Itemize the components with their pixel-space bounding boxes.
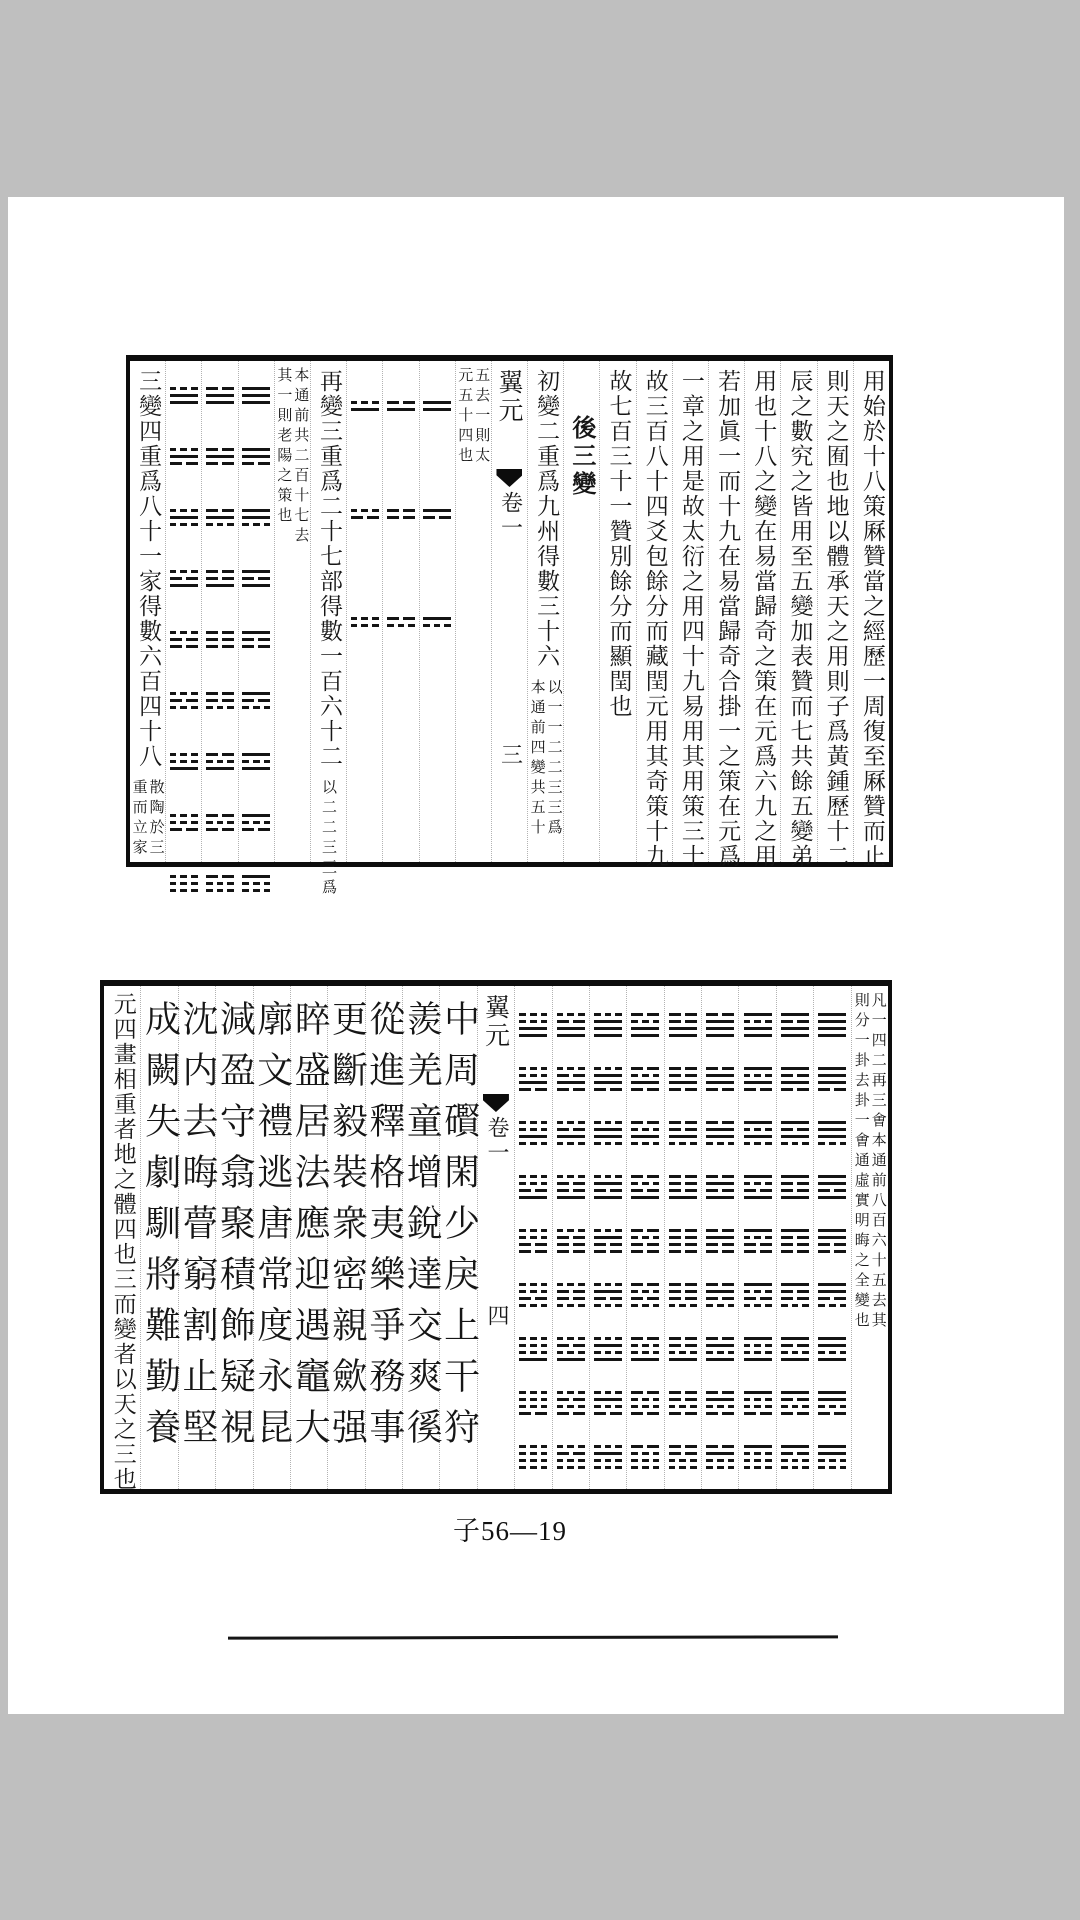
- taixuan-figure-123: [242, 692, 270, 709]
- taixuan-figure-1332: [744, 1391, 772, 1415]
- tetragram-names: 廓文禮逃唐常度永昆: [251, 1000, 293, 1459]
- taixuan-figure-12: [423, 509, 451, 519]
- taixuan-figure-3331: [519, 1337, 547, 1361]
- note-column-text: [854, 986, 886, 1332]
- taixuan-figure-2311: [631, 1013, 659, 1037]
- taixuan-figure-3213: [557, 1121, 585, 1145]
- taixuan-figure-3222: [557, 1229, 585, 1253]
- text-column: [673, 361, 709, 869]
- taixuan-figure-3112: [594, 1067, 622, 1091]
- interlinear-note-right: 散陶於三: [147, 779, 166, 859]
- taixuan-figure-3312: [519, 1067, 547, 1091]
- taixuan-figure-122: [242, 631, 270, 648]
- figure-column: [383, 361, 419, 862]
- taixuan-figure-22: [387, 509, 415, 519]
- taixuan-figure-2221: [669, 1175, 697, 1199]
- note-column-text-right: 凡一四二再三㑹本通前八百六十五去其: [869, 992, 888, 1332]
- figure-column: [739, 986, 776, 1489]
- figure-column: [814, 986, 851, 1489]
- taixuan-figure-213: [206, 509, 234, 526]
- taixuan-figure-1331: [744, 1337, 772, 1361]
- note-column-text-left: 則分一卦去卦一㑹通虛實明晦之全變也: [852, 992, 871, 1332]
- taixuan-figure-2123: [706, 1283, 734, 1307]
- note-column-text-left: 元五十四也: [456, 367, 475, 467]
- banxin-juan-label: 卷一: [497, 491, 523, 541]
- tetragram-names-column: [251, 986, 293, 1489]
- column-text: 再變三重爲二十七部得數一百六十二: [316, 369, 343, 769]
- taixuan-figure-21: [387, 401, 415, 411]
- interlinear-note: [132, 773, 164, 859]
- taixuan-figure-2233: [669, 1445, 697, 1469]
- note-column-text: [456, 361, 492, 467]
- figure-column: [665, 986, 702, 1489]
- tetragram-names-column: [176, 986, 218, 1489]
- taixuan-figure-31: [351, 401, 379, 411]
- taixuan-figure-3231: [557, 1337, 585, 1361]
- column-text: 用也十八之變在易當歸奇之策在元爲六九之用: [750, 369, 777, 869]
- taixuan-figure-2322: [631, 1229, 659, 1253]
- taixuan-figure-3322: [519, 1229, 547, 1253]
- taixuan-figure-11: [423, 401, 451, 411]
- taixuan-figure-113: [242, 509, 270, 526]
- taixuan-figure-1211: [781, 1013, 809, 1037]
- taixuan-figure-1323: [744, 1283, 772, 1307]
- taixuan-figure-3223: [557, 1283, 585, 1307]
- taixuan-figure-2131: [706, 1337, 734, 1361]
- text-column: [745, 361, 781, 869]
- taixuan-figure-1233: [781, 1445, 809, 1469]
- note-column-text-left: 其一則老陽之策也: [275, 367, 294, 527]
- tetragram-names-column: [289, 986, 331, 1489]
- interlinear-note-right: 以一一二二三三爲: [545, 679, 564, 839]
- taixuan-figure-3221: [557, 1175, 585, 1199]
- taixuan-figure-2122: [706, 1229, 734, 1253]
- taixuan-figure-332: [170, 814, 198, 831]
- banxin-page-number: 三: [497, 743, 523, 765]
- tetragram-names: 睟盛居法應迎遇竈大: [289, 1000, 331, 1459]
- figure-column: [166, 361, 202, 862]
- column-text: 三變四重爲八十一家得數六百四十八: [135, 369, 162, 769]
- taixuan-figure-211: [206, 387, 234, 404]
- taixuan-figure-2113: [706, 1121, 734, 1145]
- taixuan-figure-133: [242, 875, 270, 892]
- column-text: 故七百三十一贊別餘分而顯閏也: [605, 369, 632, 719]
- taixuan-figure-3123: [594, 1283, 622, 1307]
- taixuan-figure-1313: [744, 1121, 772, 1145]
- tetragram-names-column: [139, 986, 181, 1489]
- taixuan-figure-2133: [706, 1445, 734, 1469]
- taixuan-figure-331: [170, 753, 198, 770]
- commentary-text: 元四畫相重者地之體四也三而變者以天之三也: [109, 992, 136, 1492]
- taixuan-figure-2333: [631, 1445, 659, 1469]
- text-column-with-note: [311, 361, 347, 899]
- banxin-fold-column: [478, 986, 515, 1489]
- text-column: [600, 361, 636, 862]
- taixuan-figure-32: [351, 509, 379, 519]
- taixuan-figure-333: [170, 875, 198, 892]
- figure-column: [702, 986, 739, 1489]
- taixuan-figure-1312: [744, 1067, 772, 1091]
- tetragram-names: 從進釋格夷樂爭務事: [363, 1000, 405, 1459]
- taixuan-figure-3323: [519, 1283, 547, 1307]
- column-text: 若加眞一而十九在易當歸奇合掛一之策在元爲: [714, 369, 741, 869]
- top-page-spread: [126, 355, 893, 899]
- taixuan-figure-1121: [818, 1175, 846, 1199]
- bottom-page-spread: [100, 980, 892, 1494]
- column-text: 辰之數究之皆用至五變加表贊而七共餘五變弟: [786, 369, 813, 869]
- section-header: 後三變: [567, 415, 596, 499]
- taixuan-figure-1112: [818, 1067, 846, 1091]
- taixuan-figure-2332: [631, 1391, 659, 1415]
- taixuan-figure-232: [206, 814, 234, 831]
- commentary-column: [104, 986, 141, 1492]
- tetragram-names-column: [326, 986, 368, 1489]
- taixuan-figure-221: [206, 570, 234, 587]
- text-column: [709, 361, 745, 869]
- taixuan-figure-2112: [706, 1067, 734, 1091]
- taixuan-figure-3212: [557, 1067, 585, 1091]
- fishtail-icon: [483, 1094, 509, 1112]
- taixuan-figure-2232: [669, 1391, 697, 1415]
- taixuan-figure-112: [242, 448, 270, 465]
- taixuan-figure-2323: [631, 1283, 659, 1307]
- text-column-with-note: [130, 361, 166, 862]
- taixuan-figure-3132: [594, 1391, 622, 1415]
- taixuan-figure-1133: [818, 1445, 846, 1469]
- taixuan-figure-3113: [594, 1121, 622, 1145]
- column-text: 用始於十八策厤贊當之經歷一周復至厤贊而止: [858, 369, 885, 869]
- taixuan-figure-311: [170, 387, 198, 404]
- taixuan-figure-2211: [669, 1013, 697, 1037]
- taixuan-figure-2223: [669, 1283, 697, 1307]
- note-column-text-right: 五去一則太: [473, 367, 492, 467]
- taixuan-figure-131: [242, 753, 270, 770]
- banxin-book-title: 翼元: [481, 994, 511, 1050]
- taixuan-figure-1221: [781, 1175, 809, 1199]
- taixuan-figure-1132: [818, 1391, 846, 1415]
- taixuan-figure-2231: [669, 1337, 697, 1361]
- note-column: [275, 361, 311, 862]
- taixuan-figure-233: [206, 875, 234, 892]
- taixuan-figure-1231: [781, 1337, 809, 1361]
- taixuan-figure-132: [242, 814, 270, 831]
- taixuan-figure-2132: [706, 1391, 734, 1415]
- figure-column: [627, 986, 664, 1489]
- interlinear-note: [320, 773, 339, 899]
- taixuan-figure-1113: [818, 1121, 846, 1145]
- tetragram-names-column: [214, 986, 256, 1489]
- tetragram-names: 沈内去晦瞢窮割止堅: [176, 1000, 218, 1459]
- taixuan-figure-1212: [781, 1067, 809, 1091]
- column-text: 則天之囿也地以體承天之用則子爲黃鍾歷十二: [822, 369, 849, 869]
- taixuan-figure-1213: [781, 1121, 809, 1145]
- figure-column: [777, 986, 814, 1489]
- taixuan-figure-3311: [519, 1013, 547, 1037]
- banxin-juan-label: 卷一: [483, 1116, 509, 1166]
- taixuan-figure-3111: [594, 1013, 622, 1037]
- taixuan-figure-3133: [594, 1445, 622, 1469]
- taixuan-figure-1232: [781, 1391, 809, 1415]
- taixuan-figure-3121: [594, 1175, 622, 1199]
- taixuan-figure-2321: [631, 1175, 659, 1199]
- taixuan-figure-1122: [818, 1229, 846, 1253]
- taixuan-figure-1333: [744, 1445, 772, 1469]
- tetragram-names: 羨羌童增銳達交爽徯: [401, 1000, 443, 1459]
- tetragram-names: 成闕失劇馴將難勤養: [139, 1000, 181, 1459]
- taixuan-figure-2313: [631, 1121, 659, 1145]
- taixuan-figure-2312: [631, 1067, 659, 1091]
- taixuan-figure-212: [206, 448, 234, 465]
- banxin-book-title: 翼元: [494, 369, 524, 425]
- interlinear-note-left: 重而立家: [130, 779, 149, 859]
- taixuan-figure-2222: [669, 1229, 697, 1253]
- taixuan-figure-1223: [781, 1283, 809, 1307]
- taixuan-figure-13: [423, 617, 451, 627]
- taixuan-figure-3232: [557, 1391, 585, 1415]
- text-column: [637, 361, 673, 869]
- taixuan-figure-3321: [519, 1175, 547, 1199]
- taixuan-figure-23: [387, 617, 415, 627]
- figure-column: [515, 986, 552, 1489]
- tetragram-names: 減盈守翕聚積飾疑視: [214, 1000, 256, 1459]
- taixuan-figure-222: [206, 631, 234, 648]
- note-column-text: [275, 361, 311, 547]
- shelf-mark-caption: 子56—19: [453, 1516, 567, 1546]
- figure-column: [590, 986, 627, 1489]
- column-text: 一章之用是故太衍之用四十九易用其用策三十: [677, 369, 704, 869]
- figure-column: [420, 361, 456, 862]
- taixuan-figure-3332: [519, 1391, 547, 1415]
- text-column: [818, 361, 854, 869]
- taixuan-figure-3211: [557, 1013, 585, 1037]
- scan-edge-line: [228, 1635, 838, 1639]
- taixuan-figure-1311: [744, 1013, 772, 1037]
- fishtail-icon: [496, 469, 522, 487]
- banxin-page-number: 四: [483, 1304, 509, 1326]
- taixuan-figure-322: [170, 631, 198, 648]
- taixuan-figure-3313: [519, 1121, 547, 1145]
- interlinear-note-left: 本通前四變共五十: [528, 679, 547, 839]
- taixuan-figure-1111: [818, 1013, 846, 1037]
- taixuan-figure-1222: [781, 1229, 809, 1253]
- figure-column: [553, 986, 590, 1489]
- taixuan-figure-121: [242, 570, 270, 587]
- note-column: [852, 986, 888, 1489]
- interlinear-note: [530, 673, 562, 839]
- tetragram-names: 中周礥閑少戾上干狩: [438, 1000, 480, 1459]
- taixuan-figure-2111: [706, 1013, 734, 1037]
- taixuan-figure-1322: [744, 1229, 772, 1253]
- taixuan-figure-1131: [818, 1337, 846, 1361]
- tetragram-names-column: [363, 986, 405, 1489]
- tetragram-names: 更斷毅裝衆密親歛强: [326, 1000, 368, 1459]
- taixuan-figure-2331: [631, 1337, 659, 1361]
- taixuan-figure-3233: [557, 1445, 585, 1469]
- text-column-with-note: [528, 361, 564, 862]
- taixuan-figure-3333: [519, 1445, 547, 1469]
- taixuan-figure-312: [170, 448, 198, 465]
- column-text: 初變二重爲九州得數三十六: [533, 369, 560, 669]
- scanned-paper-area: [8, 197, 1064, 1714]
- banxin-fold-column: [492, 361, 528, 862]
- taixuan-figure-231: [206, 753, 234, 770]
- text-column: [854, 361, 889, 869]
- taixuan-figure-2121: [706, 1175, 734, 1199]
- column-text: 故三百八十四爻包餘分而藏閏元用其奇策十九: [641, 369, 668, 869]
- note-column: [456, 361, 492, 862]
- taixuan-figure-111: [242, 387, 270, 404]
- taixuan-figure-1321: [744, 1175, 772, 1199]
- text-column: [781, 361, 817, 869]
- figure-column: [347, 361, 383, 862]
- taixuan-figure-313: [170, 509, 198, 526]
- taixuan-figure-2212: [669, 1067, 697, 1091]
- taixuan-figure-33: [351, 617, 379, 627]
- interlinear-note-right: 以二二三三爲: [320, 779, 339, 899]
- taixuan-figure-321: [170, 570, 198, 587]
- taixuan-figure-1123: [818, 1283, 846, 1307]
- note-column-text-right: 本通前共二百十七去: [292, 367, 311, 547]
- figure-column: [202, 361, 238, 862]
- taixuan-figure-223: [206, 692, 234, 709]
- taixuan-figure-2213: [669, 1121, 697, 1145]
- taixuan-figure-3131: [594, 1337, 622, 1361]
- taixuan-figure-3122: [594, 1229, 622, 1253]
- figure-column: [239, 361, 275, 862]
- section-header-column: [564, 361, 600, 862]
- tetragram-names-column: [401, 986, 443, 1489]
- tetragram-names-column: [438, 986, 480, 1489]
- taixuan-figure-323: [170, 692, 198, 709]
